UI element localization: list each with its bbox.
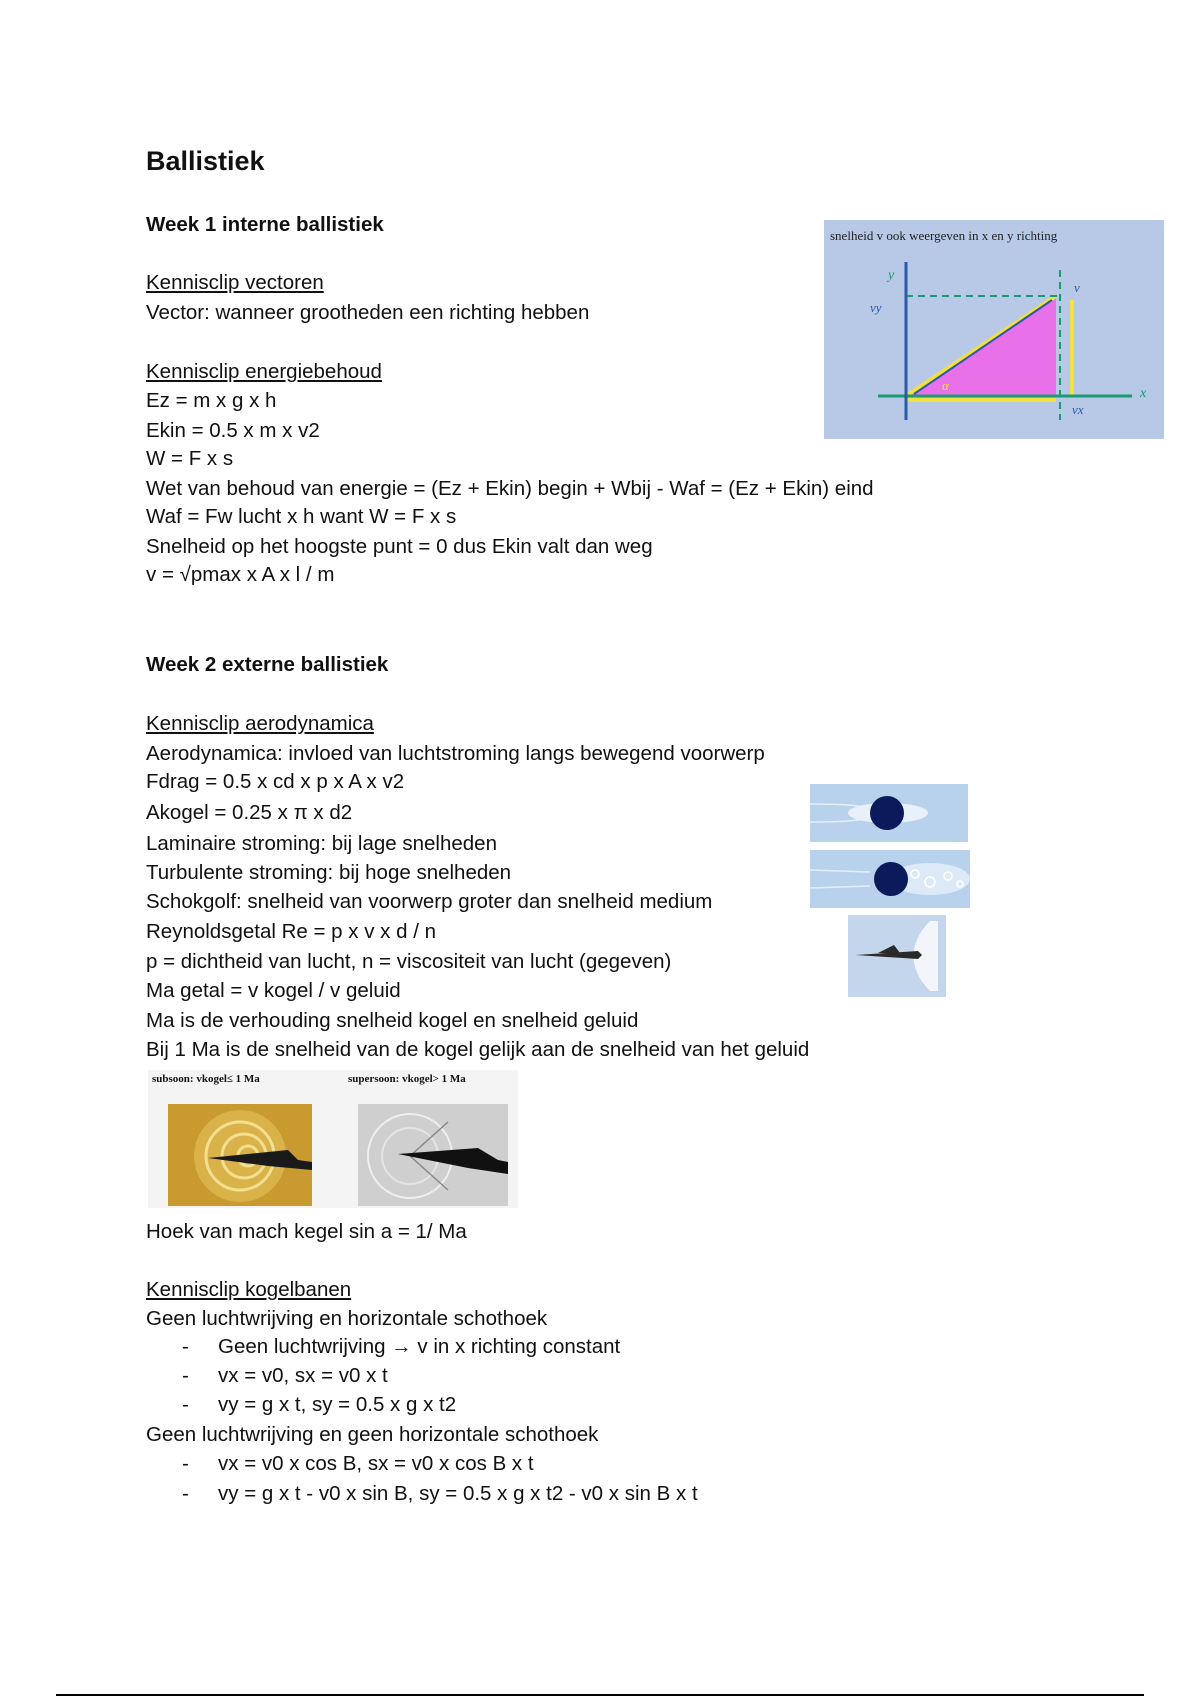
supersonic-label: supersoon: vkogel> 1 Ma	[348, 1073, 466, 1085]
list-item: vy = g x t - v0 x sin B, sy = 0.5 x g x t2 - v0 x sin B x t	[218, 1482, 698, 1505]
week1-heading: Week 1 interne ballistiek	[146, 213, 384, 236]
shockwave-jet-drawing	[848, 915, 946, 997]
text-line: W = F x s	[146, 447, 234, 470]
list-item: vx = v0, sx = v0 x t	[218, 1364, 388, 1387]
text-line: Laminaire stroming: bij lage snelheden	[146, 832, 497, 855]
page-title: Ballistiek	[146, 146, 265, 176]
text-line: Aerodynamica: invloed van luchtstroming langs bewegend voorwerp	[146, 742, 765, 765]
figure-caption: snelheid v ook weergeven in x en y richting	[830, 228, 1058, 243]
v-label: v	[1074, 280, 1080, 295]
vx-label: vx	[1072, 402, 1084, 417]
bullet-dash: -	[182, 1335, 189, 1358]
bullet-dash: -	[182, 1393, 189, 1416]
text-line: Fdrag = 0.5 x cd x p x A x v2	[146, 770, 405, 793]
text-line: Turbulente stroming: bij hoge snelheden	[146, 861, 512, 884]
list-item: vy = g x t, sy = 0.5 x g x t2	[218, 1393, 457, 1416]
footer-rule	[56, 1694, 1144, 1696]
y-axis-label: y	[888, 268, 895, 283]
text-line: Ma getal = v kogel / v geluid	[146, 979, 401, 1002]
vector-diagram	[824, 220, 1164, 439]
text-line: Schokgolf: snelheid van voorwerp groter dan snelheid medium	[146, 890, 713, 913]
mach-comparison-figure	[148, 1070, 518, 1208]
turbulent-flow-drawing	[810, 850, 970, 908]
bullet-dash: -	[182, 1482, 189, 1505]
text-line: Reynoldsgetal Re = p x v x d / n	[146, 920, 437, 943]
text-line: Snelheid op het hoogste punt = 0 dus Ekin valt dan weg	[146, 535, 653, 558]
vector-decomposition-figure	[824, 220, 1164, 439]
bullet-dash: -	[182, 1452, 189, 1475]
text-line: v = √pmax x A x l / m	[146, 563, 335, 586]
laminar-flow-image	[810, 784, 968, 842]
laminar-flow-drawing	[810, 784, 968, 842]
alpha-label: α	[942, 378, 949, 393]
bullet-dash: -	[182, 1364, 189, 1387]
clip-kogelbanen-heading: Kennisclip kogelbanen	[146, 1278, 352, 1301]
week2-heading: Week 2 externe ballistiek	[146, 653, 389, 676]
turbulent-flow-image	[810, 850, 970, 908]
clip-aerodynamica-heading: Kennisclip aerodynamica	[146, 712, 374, 735]
clip-energie-heading: Kennisclip energiebehoud	[146, 360, 382, 383]
case-heading: Geen luchtwrijving en horizontale schothoek	[146, 1307, 548, 1330]
text-line: Waf = Fw lucht x h want W = F x s	[146, 505, 457, 528]
text-line: Akogel = 0.25 x π x d2	[146, 801, 353, 824]
case-heading: Geen luchtwrijving en geen horizontale schothoek	[146, 1423, 599, 1446]
subsonic-label: subsoon: vkogel≤ 1 Ma	[152, 1073, 260, 1085]
mach-cone-text: Hoek van mach kegel sin a = 1/ Ma	[146, 1220, 467, 1243]
shockwave-jet-image	[848, 915, 946, 997]
text-line: Wet van behoud van energie = (Ez + Ekin) begin + Wbij - Waf = (Ez + Ekin) eind	[146, 477, 874, 500]
text-line: Ma is de verhouding snelheid kogel en snelheid geluid	[146, 1009, 639, 1032]
text-line: p = dichtheid van lucht, n = viscositeit van lucht (gegeven)	[146, 950, 672, 973]
list-item: vx = v0 x cos B, sx = v0 x cos B x t	[218, 1452, 534, 1475]
vy-label: vy	[870, 300, 882, 315]
text-line: Ekin = 0.5 x m x v2	[146, 419, 320, 442]
list-item: Geen luchtwrijving → v in x richting constant	[218, 1335, 621, 1358]
mach-drawings	[148, 1070, 518, 1208]
clip-vectoren-heading: Kennisclip vectoren	[146, 271, 324, 294]
text-line: Ez = m x g x h	[146, 389, 277, 412]
text-line: Vector: wanneer grootheden een richting hebben	[146, 301, 590, 324]
text-line: Bij 1 Ma is de snelheid van de kogel gelijk aan de snelheid van het geluid	[146, 1038, 810, 1061]
x-axis-label: x	[1140, 386, 1147, 401]
